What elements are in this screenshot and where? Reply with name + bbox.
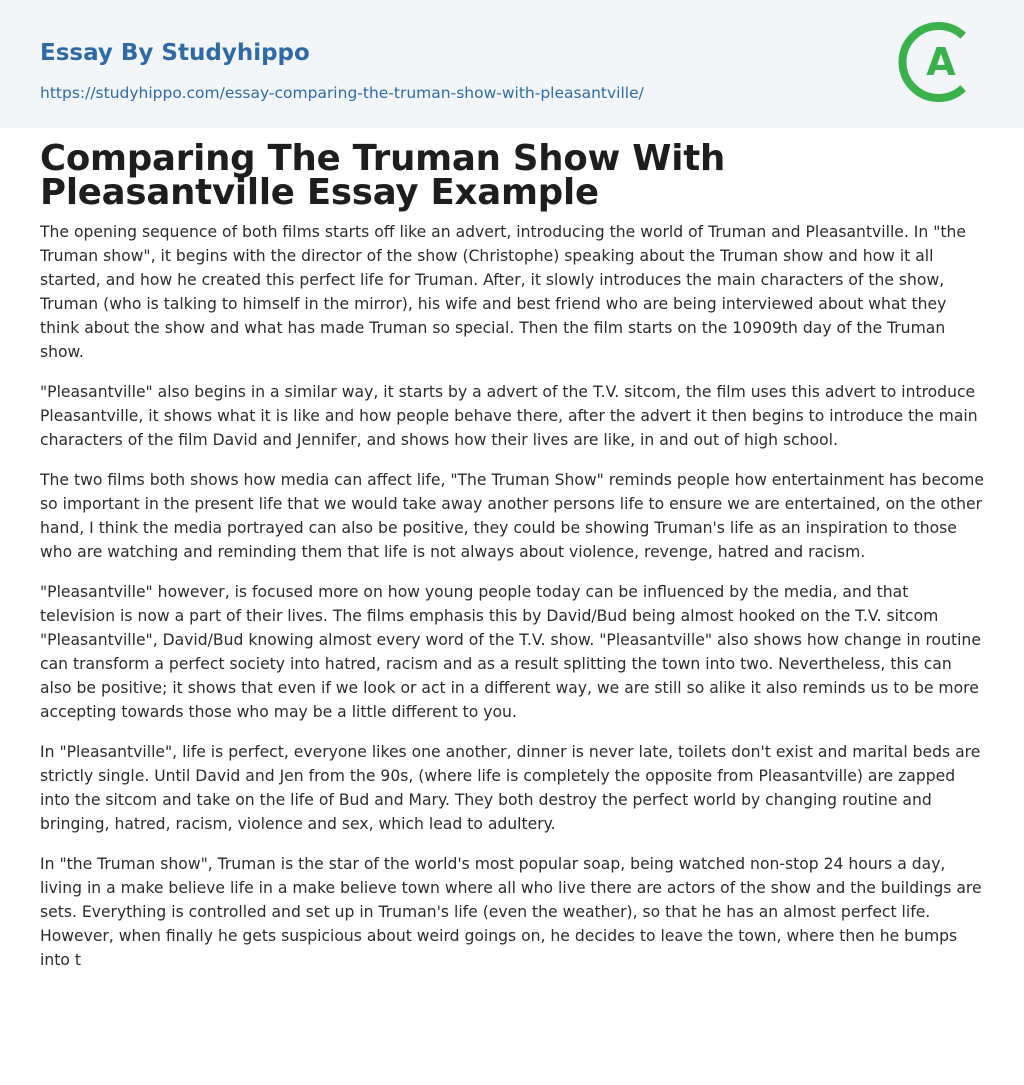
- article-paragraph-2: "Pleasantville" also begins in a similar way, it starts by a advert of the T.V. sitcom, the film uses this advert to introduce Pleasantville, it shows what it is like and how people behave there, after the advert it then begins to introduce the main characters of the film David and Jennifer, and shows how their lives are like, in and out of high school.: [40, 383, 978, 449]
- site-brand[interactable]: Essay By Studyhippo: [40, 40, 310, 66]
- article-paragraph-6: In "the Truman show", Truman is the star of the world's most popular soap, being watched non-stop 24 hours a day, living in a make believe life in a make believe town where all who live there are actors of the show and the buildings are sets. Everything is controlled and set up in Truman's life (even the weather), so that he has an almost perfect life. However, when finally he gets suspicious about weird goings on, he decides to leave the town, where then he bumps into t: [40, 855, 982, 969]
- article-title: Comparing The Truman Show With Pleasantville Essay Example: [40, 138, 726, 213]
- article-paragraph-5: In "Pleasantville", life is perfect, everyone likes one another, dinner is never late, toilets don't exist and marital beds are strictly single. Until David and Jen from the 90s, (where life is completely the opposite from Pleasantville) are zapped into the sitcom and take on the life of Bud and Mary. They both destroy the perfect world by changing routine and bringing, hatred, racism, violence and sex, which lead to adultery.: [40, 743, 981, 833]
- site-header: [0, 0, 1024, 128]
- essay-url-link[interactable]: https://studyhippo.com/essay-comparing-the-truman-show-with-pleasantville/: [40, 84, 644, 102]
- article: [0, 128, 1024, 972]
- logo-letter: A: [926, 40, 956, 84]
- article-paragraph-3: The two films both shows how media can affect life, "The Truman Show" reminds people how entertainment has become so important in the present life that we would take away another persons life to ensure we are entertained, on the other hand, I think the media portrayed can also be positive, they could be showing Truman's life as an inspiration to those who are watching and reminding them that life is not always about violence, revenge, hatred and racism.: [40, 471, 984, 561]
- studyhippo-logo-icon[interactable]: [896, 18, 988, 106]
- article-paragraph-4: "Pleasantville" however, is focused more on how young people today can be influenced by the media, and that television is now a part of their lives. The films emphasis this by David/Bud being almost hooked on the T.V. sitcom "Pleasantville", David/Bud knowing almost every word of the T.V. show. "Pleasantville" also shows how change in routine can transform a perfect society into hatred, racism and as a result splitting the town into two. Nevertheless, this can also be positive; it shows that even if we look or act in a different way, we are still so alike it also reminds us to be more accepting towards those who may be a little different to you.: [40, 583, 981, 721]
- article-paragraph-1: The opening sequence of both films starts off like an advert, introducing the world of Truman and Pleasantville. In "the Truman show", it begins with the director of the show (Christophe) speaking about the Truman show and how it all started, and how he created this perfect life for Truman. After, it slowly introduces the main characters of the show, Truman (who is talking to himself in the mirror), his wife and best friend who are being interviewed about what they think about the show and what has made Truman so special. Then the film starts on the 10909th day of the Truman show.: [40, 223, 966, 361]
